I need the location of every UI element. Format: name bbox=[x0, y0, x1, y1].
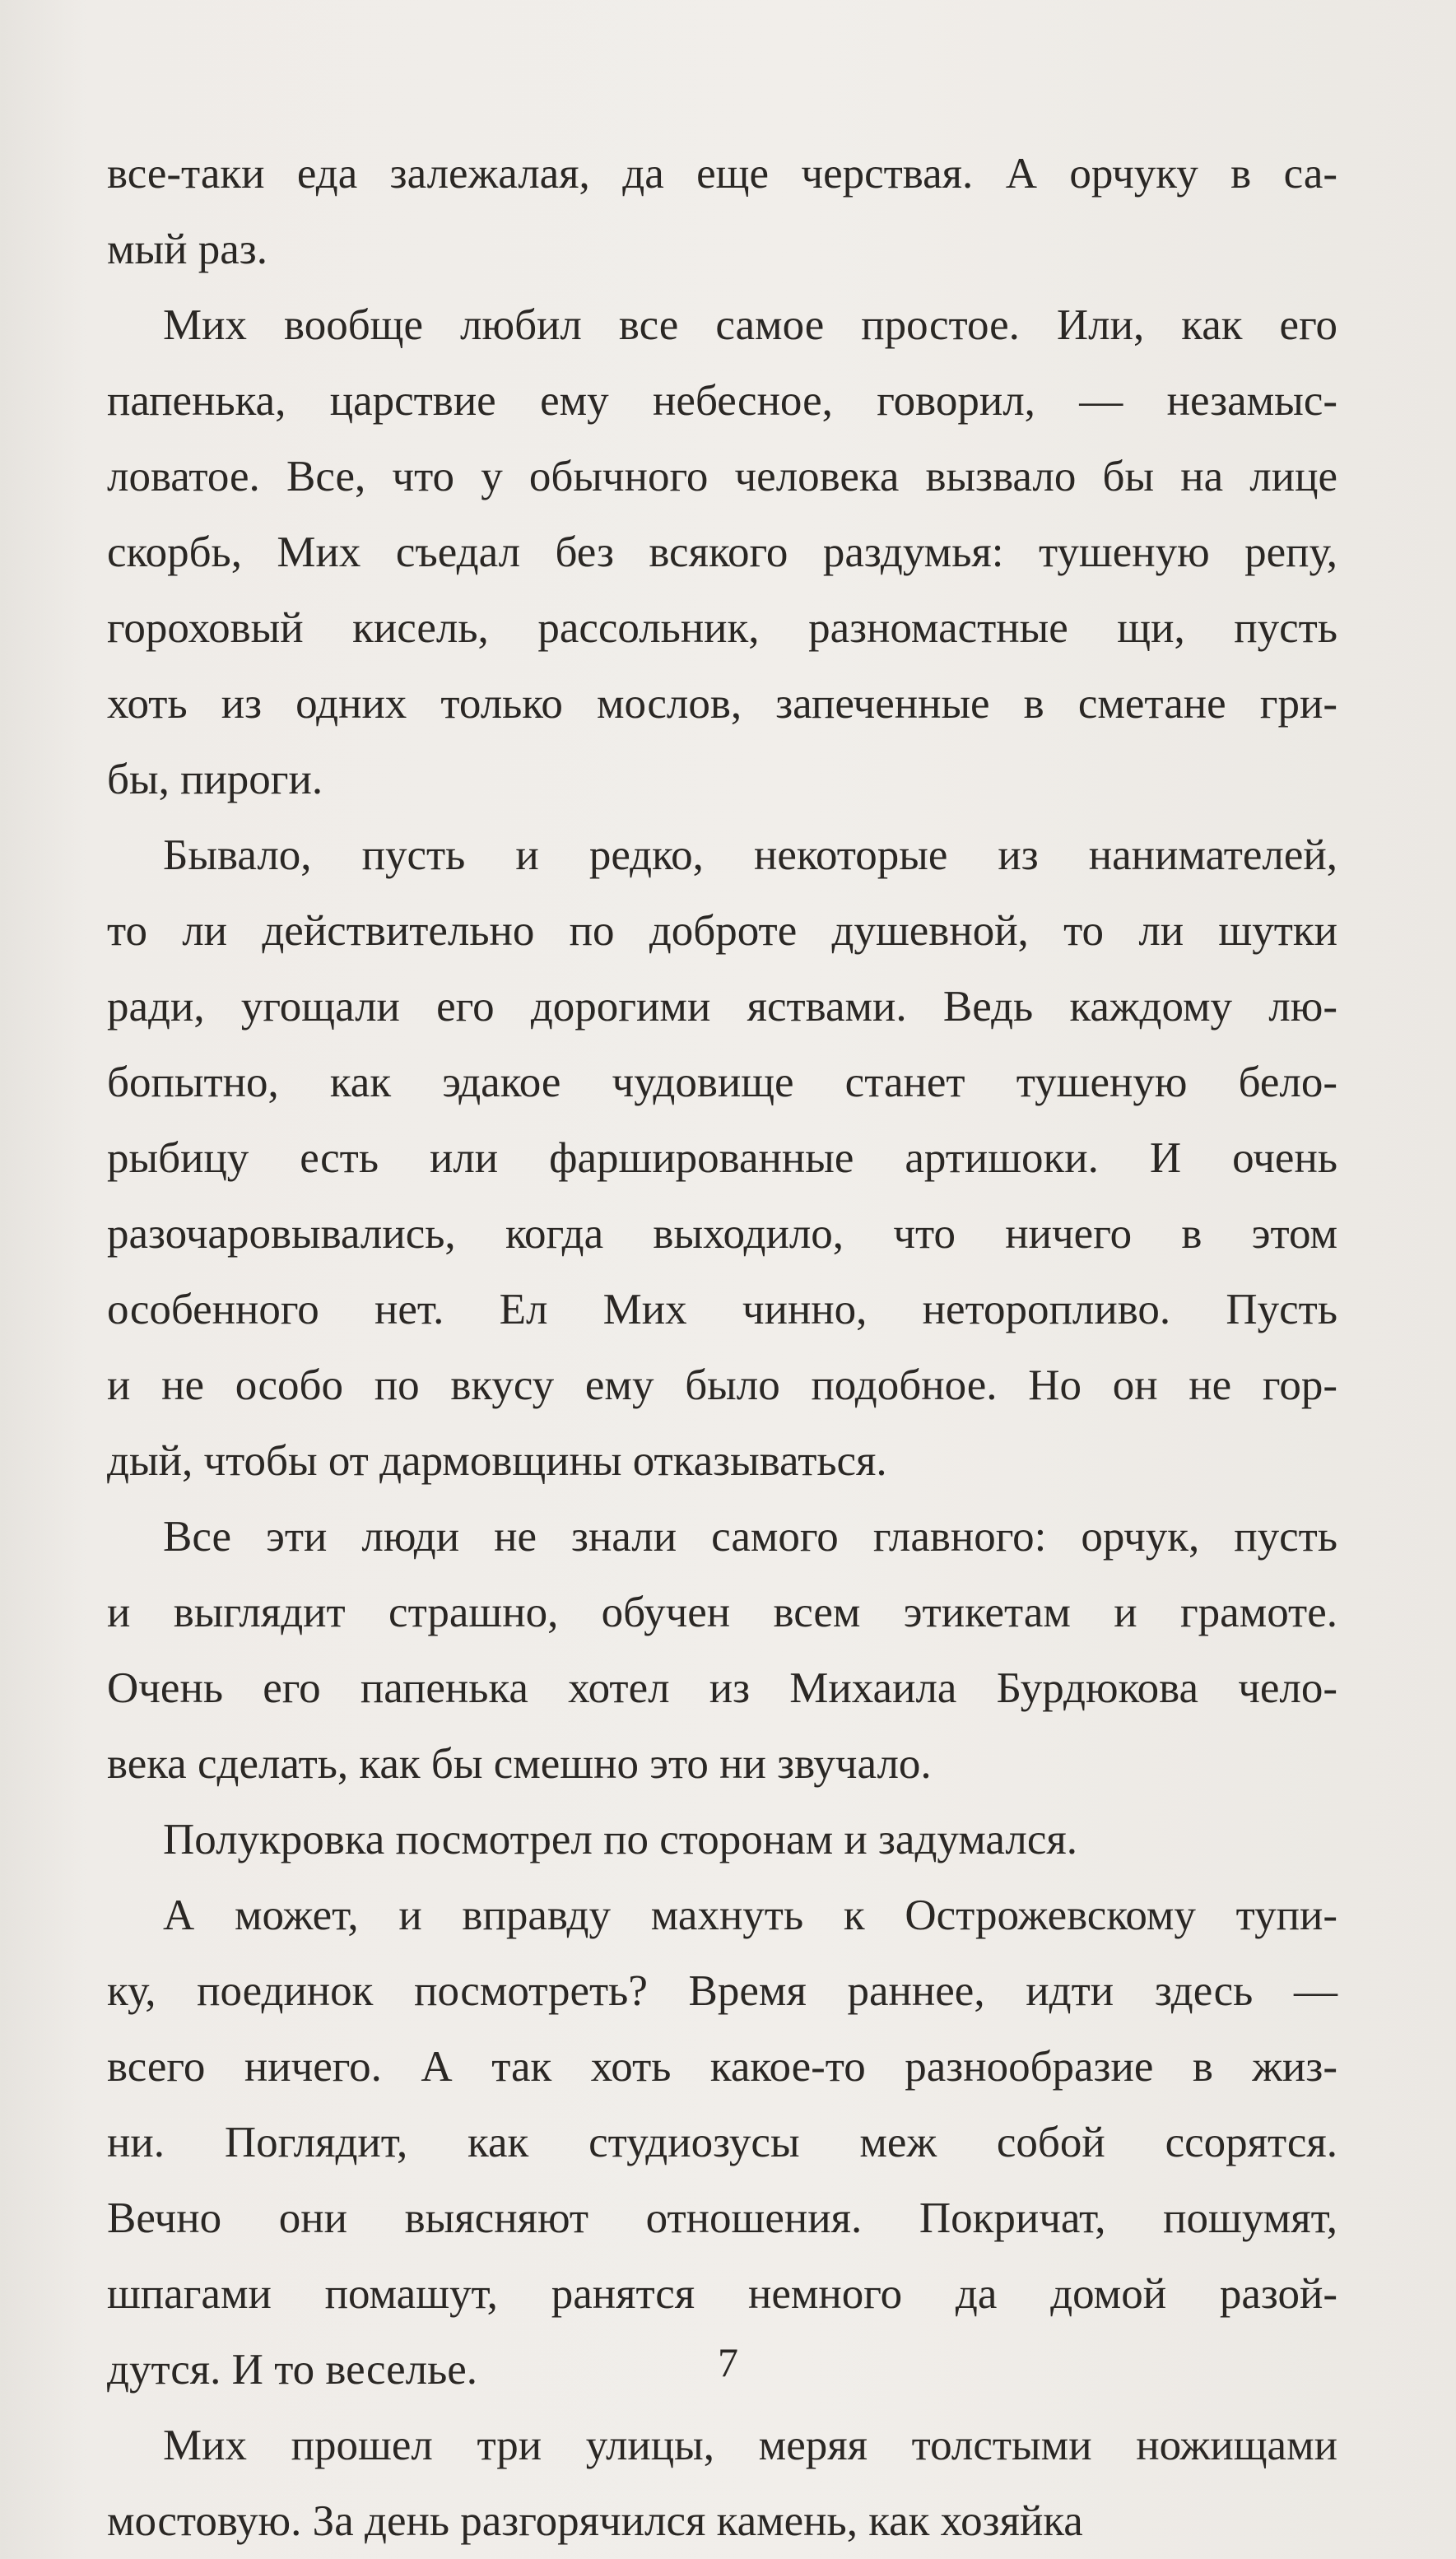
text-line: дый, чтобы от дармовщины отказываться. bbox=[107, 1437, 887, 1485]
text-line: шпагами помашут, ранятся немного да домой разой- bbox=[107, 2270, 1337, 2318]
text-line: Вечно они выясняют отношения. Покричат, пошумят, bbox=[107, 2194, 1337, 2242]
text-line: гороховый кисель, рассольник, разномастные щи, пусть bbox=[107, 604, 1337, 652]
text-line: все-таки еда залежалая, да еще черствая. А орчуку в са- bbox=[107, 150, 1337, 198]
text-line: А может, и вправду махнуть к Острожевскому тупи- bbox=[163, 1891, 1337, 1939]
text-line: бы, пироги. bbox=[107, 756, 323, 803]
text-line: папенька, царствие ему небесное, говорил, — незамыс- bbox=[107, 377, 1337, 425]
text-line: мостовую. За день разгорячился камень, как хозяйка bbox=[107, 2497, 1083, 2545]
paragraph bbox=[107, 1499, 1337, 1802]
paragraph bbox=[107, 2408, 1337, 2559]
text-line: скорбь, Мих съедал без всякого раздумья: тушеную репу, bbox=[107, 528, 1337, 576]
text-line: мый раз. bbox=[107, 226, 267, 273]
text-line: Бывало, пусть и редко, некоторые из нанимателей, bbox=[163, 831, 1337, 879]
text-line: разочаровывались, когда выходило, что ничего в этом bbox=[107, 1210, 1337, 1258]
text-line: и не особо по вкусу ему было подобное. Но он не гор- bbox=[107, 1361, 1337, 1409]
page-number: 7 bbox=[718, 2339, 738, 2385]
text-line: ку, поединок посмотреть? Время раннее, идти здесь — bbox=[107, 1967, 1337, 2015]
text-line: Все эти люди не знали самого главного: орчук, пусть bbox=[163, 1513, 1337, 1561]
text-line: дутся. И то веселье. bbox=[107, 2346, 478, 2394]
paragraph bbox=[107, 1802, 1337, 1877]
paragraph bbox=[107, 136, 1337, 287]
text-line: и выглядит страшно, обучен всем этикетам и грамоте. bbox=[107, 1589, 1337, 1636]
text-line: Мих прошел три улицы, меряя толстыми ножищами bbox=[163, 2422, 1337, 2469]
text-line: всего ничего. А так хоть какое-то разнообразие в жиз- bbox=[107, 2043, 1337, 2091]
text-line: ни. Поглядит, как студиозусы меж собой ссорятся. bbox=[107, 2119, 1337, 2166]
paragraph bbox=[107, 1877, 1337, 2408]
text-line: Очень его папенька хотел из Михаила Бурдюкова чело- bbox=[107, 1664, 1337, 1712]
text-line: особенного нет. Ел Мих чинно, неторопливо. Пусть bbox=[107, 1286, 1337, 1333]
text-line: рыбицу есть или фаршированные артишоки. И очень bbox=[107, 1134, 1337, 1182]
text-line: Полукровка посмотрел по сторонам и задумался. bbox=[163, 1816, 1077, 1863]
text-line: ловатое. Все, что у обычного человека вызвало бы на лице bbox=[107, 453, 1337, 500]
text-line: Мих вообще любил все самое простое. Или, как его bbox=[163, 301, 1337, 349]
body-text bbox=[107, 136, 1337, 2559]
text-line: века сделать, как бы смешно это ни звучало. bbox=[107, 1740, 932, 1788]
text-line: то ли действительно по доброте душевной, то ли шутки bbox=[107, 907, 1337, 955]
paragraph bbox=[107, 817, 1337, 1499]
text-line: ради, угощали его дорогими яствами. Ведь каждому лю- bbox=[107, 983, 1337, 1031]
text-line: бопытно, как эдакое чудовище станет тушеную бело- bbox=[107, 1058, 1337, 1106]
text-line: хоть из одних только мослов, запеченные в сметане гри- bbox=[107, 680, 1337, 728]
paragraph bbox=[107, 287, 1337, 817]
